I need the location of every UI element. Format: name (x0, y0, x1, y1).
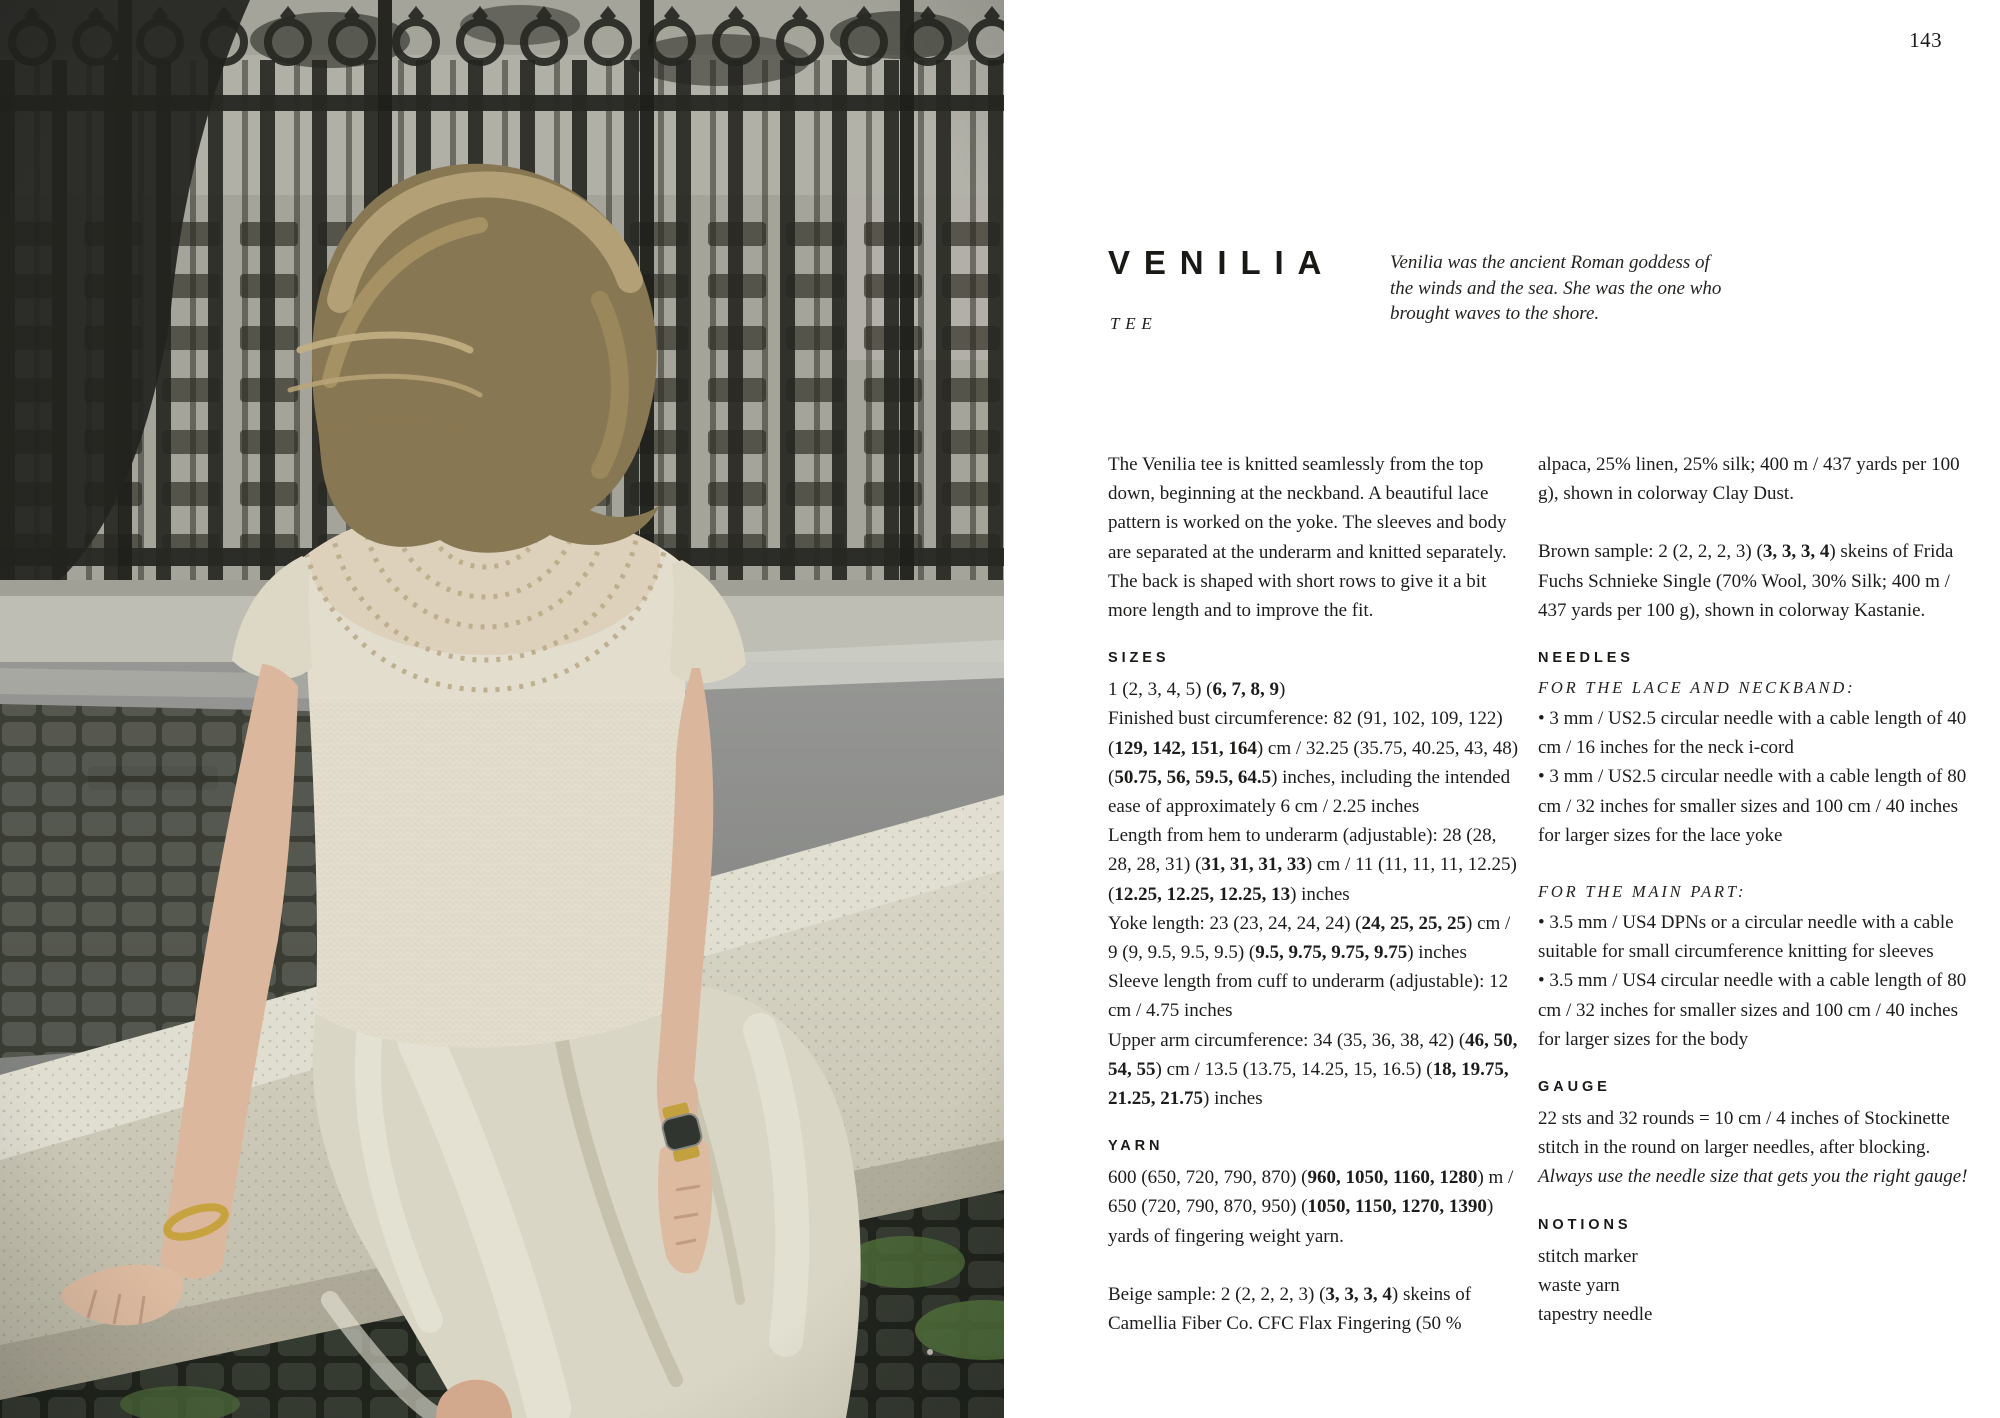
brown-sample-line: Brown sample: 2 (2, 2, 2, 3) (3, 3, 3, 4) skeins of Frida Fuchs Schnieke Single (70% Wool, 30% Silk; 400 m / 437 yards per 100 g), shown in colorway Kastanie. (1538, 541, 1954, 621)
needle-bullet: • 3 mm / US2.5 circular needle with a cable length of 80 cm / 32 inches for smaller sizes and 100 cm / 40 inches for larger sizes for the lace yoke (1538, 766, 1967, 846)
pattern-intro: Venilia was the ancient Roman goddess of the winds and the sea. She was the one who brought waves to the shore. (1390, 252, 1722, 324)
book-text-page (1004, 0, 2000, 1418)
pattern-title: VENILIA (1108, 244, 1336, 281)
section-heading-needles: NEEDLES (1538, 650, 1634, 667)
section-heading-sizes: SIZES (1108, 650, 1170, 667)
sleeve-length-line: Sleeve length from cuff to underarm (adjustable): 12 cm / 4.75 inches (1108, 971, 1509, 1022)
page-number: 143 (1909, 28, 1942, 52)
section-heading-yarn: YARN (1108, 1138, 1164, 1155)
needle-bullet: • 3 mm / US2.5 circular needle with a cable length of 40 cm / 16 inches for the neck i-cord (1538, 708, 1967, 759)
beige-sample-line: Beige sample: 2 (2, 2, 2, 3) (3, 3, 3, 4) skeins of Camellia Fiber Co. CFC Flax Fingering (50 % (1108, 1283, 1472, 1335)
section-heading-gauge: GAUGE (1538, 1079, 1611, 1096)
left-column (1108, 450, 1520, 1338)
hem-length-line: Length from hem to underarm (adjustable): 28 (28, 28, 28, 31) (31, 31, 31, 33) cm / 11 (11, 11, 11, 12.25) (12.25, 12.25, 12.25, 13) inches (1108, 825, 1517, 905)
yardage-line: 600 (650, 720, 790, 870) (960, 1050, 1160, 1280) m / 650 (720, 790, 870, 950) (1050, 1150, 1270, 1390) yards of fingering weight yarn. (1108, 1167, 1514, 1247)
section-heading-notions: NOTIONS (1538, 1216, 1632, 1233)
needle-bullet: • 3.5 mm / US4 circular needle with a cable length of 80 cm / 32 inches for smaller sizes and 100 cm / 40 inches for larger sizes for the body (1538, 970, 1967, 1050)
right-column (1538, 450, 1968, 1338)
pattern-subtitle: TEE (1110, 314, 1158, 333)
yoke-length-line: Yoke length: 23 (23, 24, 24, 24) (24, 25, 25, 25) cm / 9 (9, 9.5, 9.5, 9.5) (9.5, 9.75, 9.75, 9.75) inches (1108, 912, 1511, 964)
body-columns (1108, 450, 1968, 1338)
notion-item: waste yarn (1538, 1274, 1620, 1296)
yarn-continuation-line: alpaca, 25% linen, 25% silk; 400 m / 437 yards per 100 g), shown in colorway Clay Dust. (1538, 454, 1960, 505)
needles-lace-subheading: FOR THE LACE AND NECKBAND: (1538, 678, 1856, 698)
bust-circumference-line: Finished bust circumference: 82 (91, 102, 109, 122) (129, 142, 151, 164) cm / 32.25 (35.75, 40.25, 43, 48) (50.75, 56, 59.5, 64.5) inches, including the intended ease of approximately 6 cm / 2.25 inches (1108, 708, 1519, 818)
gauge-line: 22 sts and 32 rounds = 10 cm / 4 inches of Stockinette stitch in the round on larger needles, after blocking. Always use the needle size that gets you the right gauge! (1538, 1108, 1968, 1188)
needles-main-subheading: FOR THE MAIN PART: (1538, 882, 1747, 902)
notion-item: stitch marker (1538, 1245, 1638, 1267)
upper-arm-line: Upper arm circumference: 34 (35, 36, 38, 42) (46, 50, 54, 55) cm / 13.5 (13.75, 14.25, 15, 16.5) (18, 19.75, 21.25, 21.75) inches (1108, 1029, 1518, 1110)
intro-paragraph: The Venilia tee is knitted seamlessly from the top down, beginning at the neckband. A beautiful lace pattern is worked on the yoke. The sleeves and body are separated at the underarm and knitted separately. The back is shaped with short rows to give it a bit more length and to improve the fit. (1108, 454, 1507, 622)
notion-item: tapestry needle (1538, 1304, 1653, 1326)
needle-bullet: • 3.5 mm / US4 DPNs or a circular needle with a cable suitable for small circumference knitting for sleeves (1538, 912, 1954, 963)
sizes-line: 1 (2, 3, 4, 5) (6, 7, 8, 9) (1108, 679, 1286, 701)
